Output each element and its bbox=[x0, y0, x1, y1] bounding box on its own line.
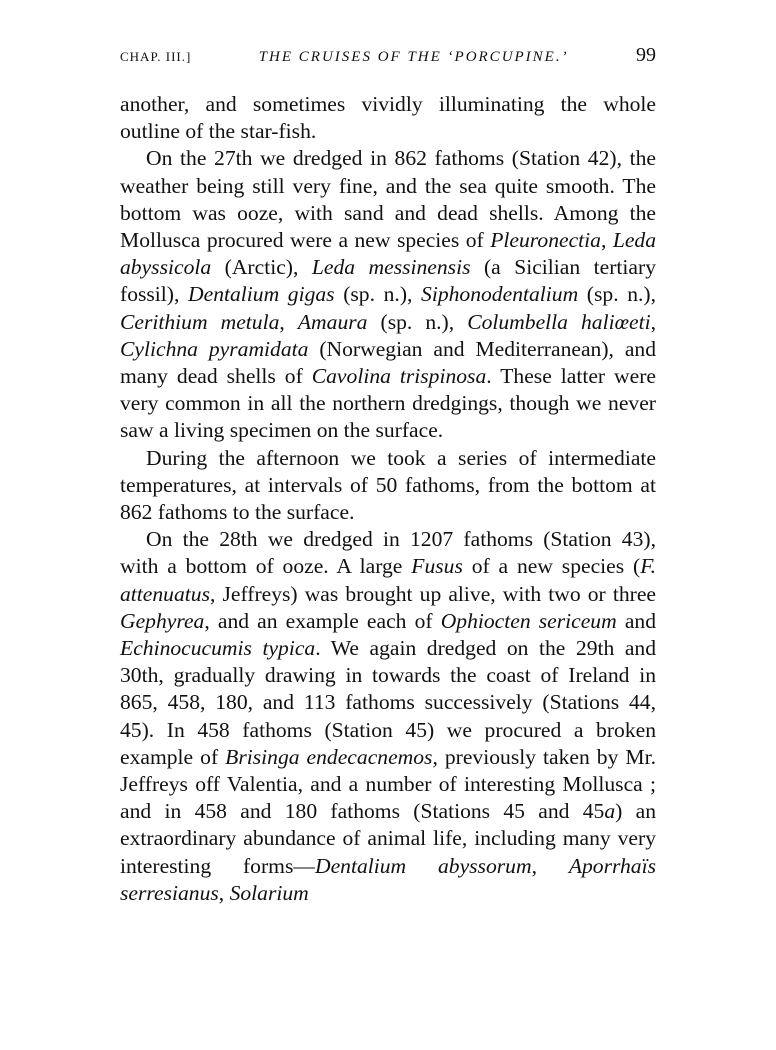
text-run: . We again dredged on the 29th and 30th, gradually drawing in towards the coast of Ireland in 865, 458, 180, and 113 fathoms successively (Stations 44, 45). In 458 fathoms (Station 45) we procured a broken example of bbox=[120, 636, 656, 769]
text-run: ) an extraordinary abundance of animal life, including many very interesting forms— bbox=[120, 799, 656, 878]
species-name: Dentalium abyssorum bbox=[314, 853, 532, 878]
species-name: Echinocucumis typica bbox=[120, 636, 316, 661]
text-run: and bbox=[616, 608, 656, 633]
text-run: (sp. n.), bbox=[334, 282, 422, 307]
species-name: F. attenuatus bbox=[120, 554, 657, 606]
species-name: Pleuronectia bbox=[490, 228, 601, 253]
species-name: Fusus bbox=[411, 554, 463, 579]
text-run: (sp. n.), bbox=[367, 309, 468, 334]
text-run: , and an example each of bbox=[204, 608, 441, 633]
text-run: On the 28th we dredged in 1207 fathoms (Station 43), with a bottom of ooze. A large bbox=[120, 527, 656, 579]
species-name: Amaura bbox=[297, 309, 368, 334]
species-name: Brisinga endecacnemos bbox=[225, 744, 433, 769]
species-name: Leda messinensis bbox=[311, 255, 471, 280]
page-header bbox=[120, 44, 656, 67]
text-run: , Jeffreys) was brought up alive, with two or three bbox=[209, 581, 656, 606]
body-text bbox=[120, 91, 656, 907]
page-number: 99 bbox=[635, 44, 656, 66]
species-name: Columbella haliœeti bbox=[467, 309, 651, 334]
species-name: Siphonodentalium bbox=[421, 282, 579, 307]
text-run: . These latter were very common in all the northern dredgings, though we never saw a living specimen on the surface. bbox=[120, 364, 657, 443]
species-name: Cerithium metula bbox=[120, 309, 280, 334]
text-run: , bbox=[531, 853, 569, 878]
paragraph-3 bbox=[120, 445, 656, 527]
running-title: THE CRUISES OF THE ‘PORCUPINE.’ bbox=[258, 49, 569, 65]
species-name: Aporrhaïs serresianus bbox=[120, 853, 657, 905]
text-run: , bbox=[218, 880, 230, 905]
text-run: (sp. n.), bbox=[578, 282, 657, 307]
text-run: During the afternoon we took a series of intermediate temperatures, at intervals of 50 fathoms, from the bottom at 862 fathoms to the surface. bbox=[120, 445, 656, 525]
station-suffix: a bbox=[604, 799, 616, 824]
text-run: another, and sometimes vividly illuminating the whole outline of the star-fish. bbox=[120, 92, 656, 144]
species-name: Solarium bbox=[229, 880, 309, 905]
text-run: of a new species ( bbox=[462, 554, 641, 579]
text-run: , previously taken by Mr. Jeffreys off Valentia, and a number of interesting Mollusca ; and in 458 and 180 fathoms (Stations 45 and 45 bbox=[120, 744, 656, 824]
species-name: Cavolina trispinosa bbox=[311, 364, 487, 389]
book-page bbox=[120, 44, 656, 907]
species-name: Leda abyssicola bbox=[120, 228, 657, 280]
paragraph-2 bbox=[120, 145, 656, 444]
text-run: , bbox=[650, 309, 656, 334]
species-name: Gephyrea bbox=[120, 608, 205, 633]
chapter-label: CHAP. III.] bbox=[120, 49, 192, 64]
text-run: On the 27th we dredged in 862 fathoms (Station 42), the weather being still very fine, and the sea quite smooth. The bottom was ooze, with sand and dead shells. Among the Mollusca procured were a new species of bbox=[120, 146, 656, 253]
paragraph-1 bbox=[120, 91, 656, 145]
text-run: (a Sicilian tertiary fossil), bbox=[120, 255, 657, 307]
species-name: Dentalium gigas bbox=[188, 282, 335, 307]
paragraph-4 bbox=[120, 526, 656, 907]
text-run: (Norwegian and Mediterranean), and many dead shells of bbox=[120, 336, 656, 389]
species-name: Cylichna pyramidata bbox=[120, 336, 309, 361]
species-name: Ophiocten sericeum bbox=[440, 608, 617, 633]
text-run: , bbox=[279, 309, 298, 334]
text-run: (Arctic), bbox=[211, 255, 312, 280]
text-run: , bbox=[600, 228, 613, 253]
